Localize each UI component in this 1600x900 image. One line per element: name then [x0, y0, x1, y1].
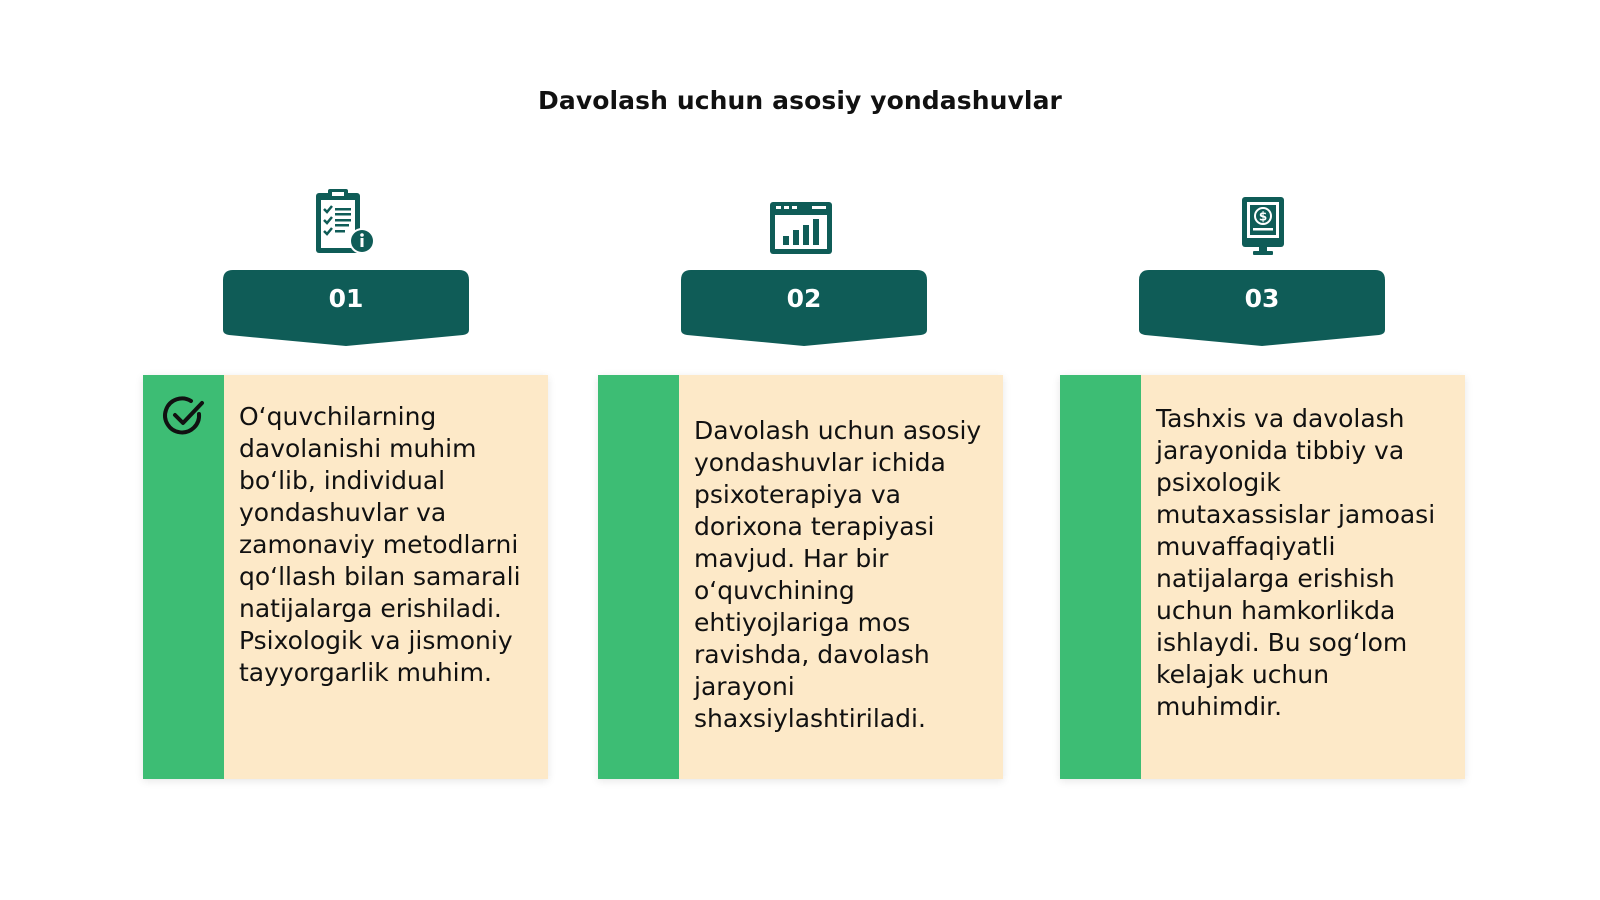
step-badge-01	[223, 270, 469, 346]
dollar-monitor-icon	[1228, 191, 1298, 261]
card-accent-bar	[1060, 375, 1141, 779]
card-text: Tashxis va davolash jarayonida tibbiy va psixologik mutaxassislar jamoasi muvaffaqiyatli natijalarga erishish uchun hamkorlikda ishlaydi. Bu sog‘lom kelajak uchun muhimdir.	[1156, 404, 1436, 721]
info-card-03	[1060, 375, 1465, 779]
check-circle-icon	[161, 393, 207, 439]
card-text: Davolash uchun asosiy yondashuvlar ichida psixoterapiya va dorixona terapiyasi mavjud. Har bir o‘quvchining ehtiyojlariga mos ravishda, davolash jarayoni shaxsiylashtiriladi.	[694, 416, 982, 733]
page-title: Davolash uchun asosiy yondashuvlar	[538, 86, 1062, 115]
info-card-01	[143, 375, 548, 779]
clipboard-checklist-info-icon	[310, 187, 380, 257]
step-number: 03	[1244, 284, 1280, 313]
svg-text:$: $	[1258, 209, 1268, 224]
step-badge-03	[1139, 270, 1385, 346]
info-card-02	[598, 375, 1003, 779]
bar-chart-window-icon	[766, 193, 836, 263]
card-text: O‘quvchilarning davolanishi muhim bo‘lib, individual yondashuvlar va zamonaviy metodlarni qo‘llash bilan samarali natijalarga erishiladi. Psixologik va jismoniy tayyorgarlik muhim.	[239, 402, 521, 687]
step-number: 01	[328, 284, 364, 313]
card-accent-bar	[598, 375, 679, 779]
step-number: 02	[786, 284, 822, 313]
step-badge-02	[681, 270, 927, 346]
